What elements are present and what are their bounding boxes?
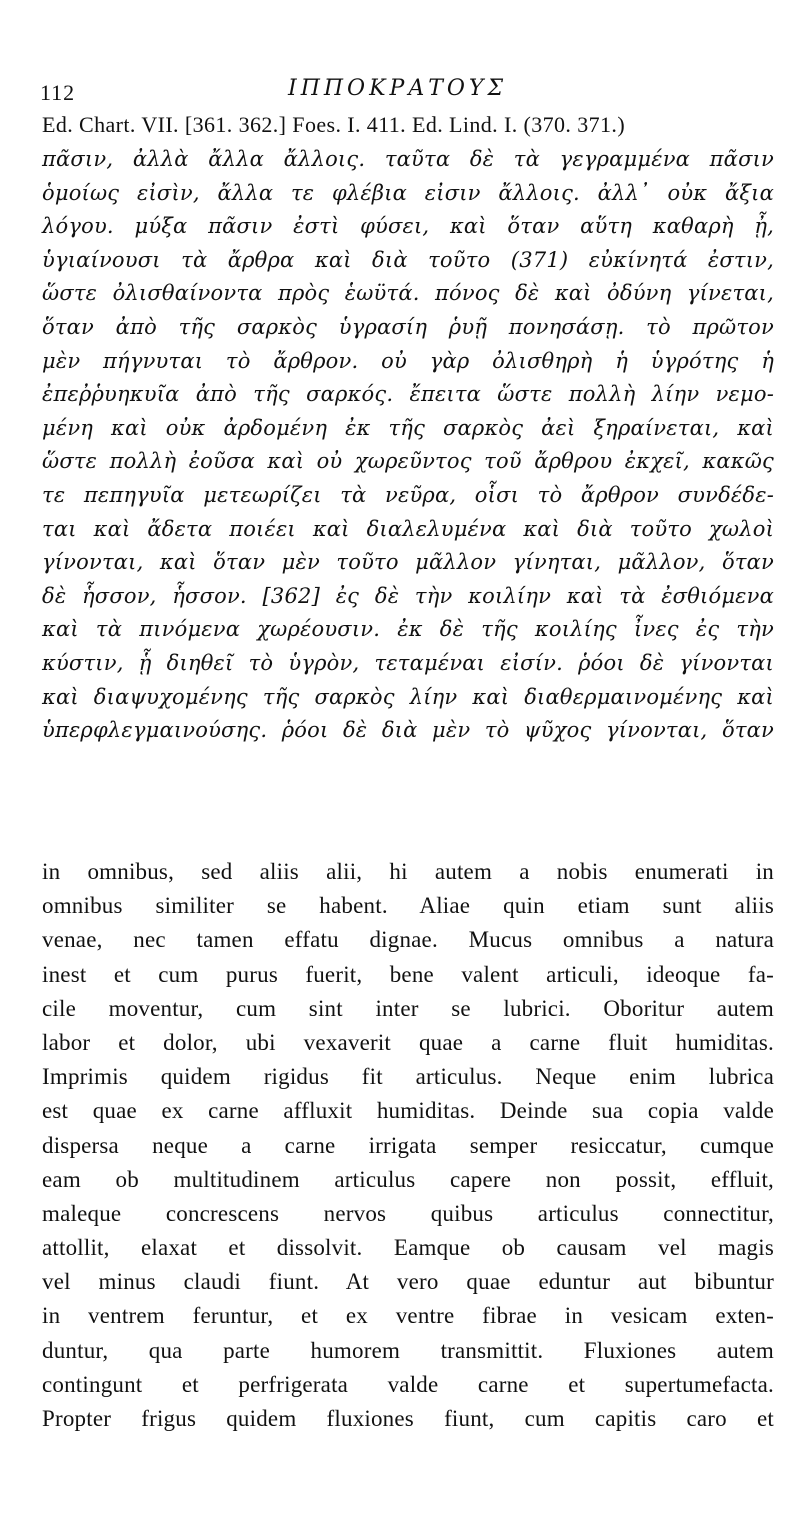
latin-line: Propter frigus quidem fluxiones fiunt, cum capitis caro et <box>42 1406 774 1431</box>
greek-line: πᾶσιν, ἀλλὰ ἄλλα ἄλλοις. ταῦτα δὲ τὰ γεγραμμένα πᾶσιν <box>42 147 774 171</box>
greek-line: ὑπερφλεγμαινούσης. ῥόοι δὲ διὰ μὲν τὸ ψῦχος γίνονται, ὅταν <box>42 718 774 743</box>
running-head <box>40 68 770 108</box>
greek-line: τε πεπηγυῖα μετεωρίζει τὰ νεῦρα, οἷσι τὸ ἄρθρον συνδέδε- <box>42 482 774 507</box>
latin-line: in omnibus, sed aliis alii, hi autem a nobis enumerati in <box>42 859 774 884</box>
latin-translation <box>42 855 774 1436</box>
greek-line: κύστιν, ᾗ διηθεῖ τὸ ὑγρὸν, τεταμέναι εἰσίν. ῥόοι δὲ γίνονται <box>42 650 774 675</box>
latin-line: contingunt et perfrigerata valde carne et supertumefacta. <box>42 1371 774 1397</box>
greek-line: ὥστε πολλὴ ἐοῦσα καὶ οὐ χωρεῦντος τοῦ ἄρθρου ἐκχεῖ, κακῶς <box>42 449 774 474</box>
greek-line: καὶ τὰ πινόμενα χωρέουσιν. ἐκ δὲ τῆς κοιλίης ἶνες ἐς τὴν <box>42 617 774 642</box>
greek-line: ὥστε ὀλισθαίνοντα πρὸς ἑωϋτά. πόνος δὲ καὶ ὀδύνη γίνεται, <box>42 281 774 306</box>
greek-line: ὁμοίως εἰσὶν, ἄλλα τε φλέβια εἰσιν ἄλλοις. ἀλλ᾽ οὐκ ἄξια <box>42 180 774 205</box>
greek-line: ἐπεῤῥυηκυῖα ἀπὸ τῆς σαρκός. ἔπειτα ὥστε πολλὴ λίην νεμο- <box>42 382 774 407</box>
latin-line: vel minus claudi fiunt. At vero quae eduntur aut bibuntur <box>42 1269 774 1295</box>
latin-line: venae, nec tamen effatu dignae. Mucus omnibus a natura <box>42 927 774 953</box>
latin-line: cile moventur, cum sint inter se lubrici. Oboritur autem <box>42 995 774 1021</box>
greek-text <box>42 143 774 748</box>
page-number: 112 <box>40 80 76 105</box>
greek-line: λόγου. μύξα πᾶσιν ἐστὶ φύσει, καὶ ὅταν αὕτη καθαρὴ ᾖ, <box>42 214 774 239</box>
greek-line: δὲ ἧσσον, ἧσσον. [362] ἐς δὲ τὴν κοιλίην καὶ τὰ ἐσθιόμενα <box>42 583 774 608</box>
latin-line: est quae ex carne affluxit humiditas. Deinde sua copia valde <box>42 1098 774 1124</box>
greek-line: ται καὶ ἄδετα ποιέει καὶ διαλελυμένα καὶ διὰ τοῦτο χωλοὶ <box>42 516 774 541</box>
edition-reference: Ed. Chart. VII. [361. 362.] Foes. I. 411. Ed. Lind. I. (370. 371.) <box>42 112 626 137</box>
latin-line: Imprimis quidem rigidus fit articulus. Neque enim lubrica <box>42 1064 774 1090</box>
latin-line: omnibus similiter se habent. Aliae quin etiam sunt aliis <box>42 893 774 919</box>
greek-line: μὲν πήγνυται τὸ ἄρθρον. οὐ γὰρ ὀλισθηρὴ ἡ ὑγρότης ἡ <box>42 348 774 373</box>
latin-line: eam ob multitudinem articulus capere non possit, effluit, <box>42 1166 774 1192</box>
greek-line: ὅταν ἀπὸ τῆς σαρκὸς ὑγρασίη ῥυῇ πονησάσῃ. τὸ πρῶτον <box>42 314 774 339</box>
latin-line: maleque concrescens nervos quibus articulus connectitur, <box>42 1200 774 1226</box>
latin-line: duntur, qua parte humorem transmittit. Fluxiones autem <box>42 1337 774 1363</box>
running-title: ΙΠΠΟΚΡΑΤΟΥΣ <box>288 76 508 101</box>
greek-line: γίνονται, καὶ ὅταν μὲν τοῦτο μᾶλλον γίνηται, μᾶλλον, ὅταν <box>42 550 774 575</box>
greek-line: μένη καὶ οὐκ ἀρδομένη ἐκ τῆς σαρκὸς ἀεὶ ξηραίνεται, καὶ <box>42 415 774 440</box>
latin-line: inest et cum purus fuerit, bene valent articuli, ideoque fa- <box>42 961 774 987</box>
latin-line: dispersa neque a carne irrigata semper resiccatur, cumque <box>42 1132 774 1158</box>
latin-line: attollit, elaxat et dissolvit. Eamque ob causam vel magis <box>42 1235 774 1261</box>
greek-line: καὶ διαψυχομένης τῆς σαρκὸς λίην καὶ διαθερμαινομένης καὶ <box>42 684 774 709</box>
latin-line: labor et dolor, ubi vexaverit quae a carne fluit humiditas. <box>42 1029 774 1055</box>
greek-line: ὑγιαίνουσι τὰ ἄρθρα καὶ διὰ τοῦτο (371) εὐκίνητά ἐστιν, <box>42 247 774 272</box>
latin-line: in ventrem feruntur, et ex ventre fibrae in vesicam exten- <box>42 1303 774 1329</box>
